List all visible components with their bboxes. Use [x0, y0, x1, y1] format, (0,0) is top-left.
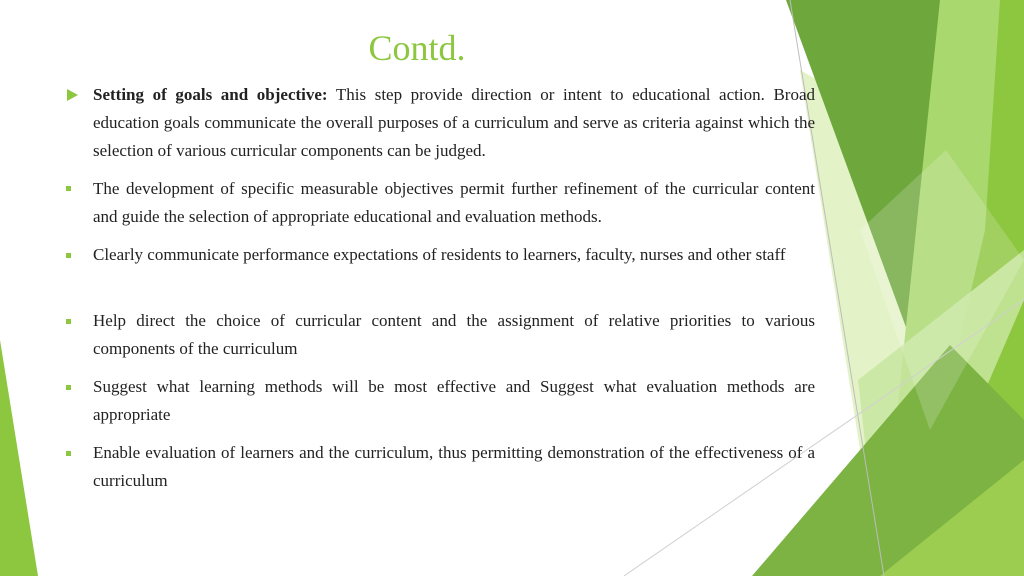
item-text: This step provide direction or intent to educational action. Broad education goals communicate the overall purposes of a curriculum and serve as criteria against which the selection of various curricular components can be judged.	[93, 85, 815, 160]
square-bullet-icon	[66, 319, 71, 324]
item-heading: Setting of goals and objective:	[93, 85, 328, 104]
list-item: Enable evaluation of learners and the curriculum, thus permitting demonstration of the effectiveness of a curriculum	[93, 443, 815, 490]
square-bullet-icon	[66, 451, 71, 456]
square-bullet-icon	[66, 385, 71, 390]
list-item: Clearly communicate performance expectations of residents to learners, faculty, nurses and other staff	[93, 245, 786, 264]
square-bullet-icon	[66, 186, 71, 191]
list-item: Help direct the choice of curricular content and the assignment of relative priorities to various components of the curriculum	[93, 311, 815, 358]
arrow-bullet-icon	[67, 89, 78, 101]
square-bullet-icon	[66, 253, 71, 258]
slide-title: Contd.	[368, 28, 466, 68]
list-item: The development of specific measurable objectives permit further refinement of the curricular content and guide the selection of appropriate educational and evaluation methods.	[93, 179, 815, 226]
list-item-goals	[93, 81, 815, 165]
list-item: Suggest what learning methods will be most effective and Suggest what evaluation methods are appropriate	[93, 377, 815, 424]
